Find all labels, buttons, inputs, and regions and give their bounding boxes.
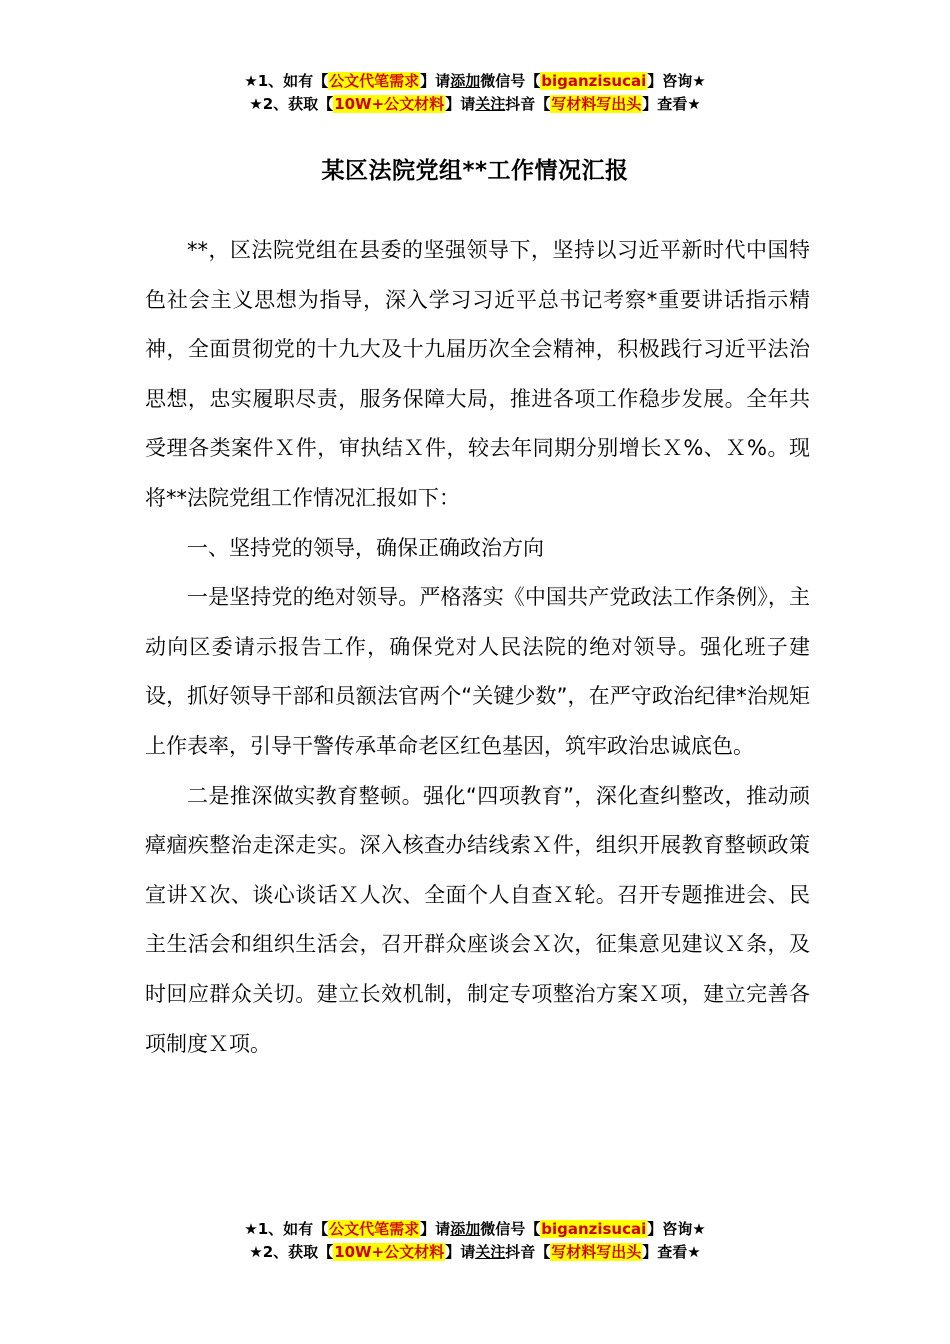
banner-text: 微信号【 xyxy=(480,1220,541,1238)
banner-text: 微信号【 xyxy=(480,72,541,90)
header-ad-banner xyxy=(0,70,950,116)
paragraph-party-leadership: 一是坚持党的绝对领导。严格落实《中国共产党政法工作条例》，主动向区委请示报告工作，确保党对人民法院的绝对领导。强化班子建设，抓好领导干部和员额法官两个“关键少数”，在严守政治纪律*治规矩上作表率，引导干警传承革命老区红色基因，筑牢政治忠诚底色。 xyxy=(145,585,810,758)
highlight-text: 公文代笔需求 xyxy=(329,1220,420,1238)
banner-text: ★1、如有【 xyxy=(244,72,329,90)
underlined-text: 关注 xyxy=(475,1243,506,1261)
wechat-id: biganzisucai xyxy=(541,1220,647,1238)
underlined-text: 关注 xyxy=(475,95,506,113)
document-body xyxy=(145,226,810,1069)
banner-text: ★2、获取【 xyxy=(249,1243,334,1261)
douyin-account: 写材料写出头 xyxy=(551,95,642,113)
wechat-id: biganzisucai xyxy=(541,72,647,90)
banner-text: 】请 xyxy=(445,1243,476,1261)
banner-line-1 xyxy=(0,70,950,93)
banner-line-2 xyxy=(0,93,950,116)
section-heading: 一、坚持党的领导，确保正确政治方向 xyxy=(187,535,544,560)
douyin-account: 写材料写出头 xyxy=(551,1243,642,1261)
banner-text: 】请 xyxy=(420,72,451,90)
banner-text: 】请 xyxy=(420,1220,451,1238)
banner-text: ★2、获取【 xyxy=(249,95,334,113)
banner-text: 】查看★ xyxy=(642,95,701,113)
banner-text: ★1、如有【 xyxy=(244,1220,329,1238)
paragraph-intro: **，区法院党组在县委的坚强领导下，坚持以习近平新时代中国特色社会主义思想为指导，深入学习习近平总书记考察*重要讲话指示精神，全面贯彻党的十九大及十九届历次全会精神，积极践行习近平法治思想，忠实履职尽责，服务保障大局，推进各项工作稳步发展。全年共受理各类案件Ｘ件，审执结Ｘ件，较去年同期分别增长Ｘ%、Ｘ%。现将**法院党组工作情况汇报如下： xyxy=(145,238,810,510)
highlight-text: 公文代笔需求 xyxy=(329,72,420,90)
banner-text: 抖音【 xyxy=(505,95,551,113)
banner-text: 】请 xyxy=(445,95,476,113)
banner-text: 】咨询★ xyxy=(647,1220,706,1238)
banner-line-2 xyxy=(0,1241,950,1264)
highlight-text: 10W+公文材料 xyxy=(334,95,445,113)
footer-ad-banner xyxy=(0,1218,950,1264)
underlined-text: 添加 xyxy=(450,72,481,90)
banner-line-1 xyxy=(0,1218,950,1241)
underlined-text: 添加 xyxy=(450,1220,481,1238)
paragraph-education-rectification: 二是推深做实教育整顿。强化“四项教育”，深化查纠整改，推动顽瘴痼疾整治走深走实。深入核查办结线索Ｘ件，组织开展教育整顿政策宣讲Ｘ次、谈心谈话Ｘ人次、全面个人自查Ｘ轮。召开专题推进会、民主生活会和组织生活会，召开群众座谈会Ｘ次，征集意见建议Ｘ条，及时回应群众关切。建立长效机制，制定专项整治方案Ｘ项，建立完善各项制度Ｘ项。 xyxy=(145,783,810,1056)
highlight-text: 10W+公文材料 xyxy=(334,1243,445,1261)
banner-text: 】查看★ xyxy=(642,1243,701,1261)
banner-text: 抖音【 xyxy=(505,1243,551,1261)
document-title: 某区法院党组**工作情况汇报 xyxy=(321,158,629,184)
banner-text: 】咨询★ xyxy=(647,72,706,90)
